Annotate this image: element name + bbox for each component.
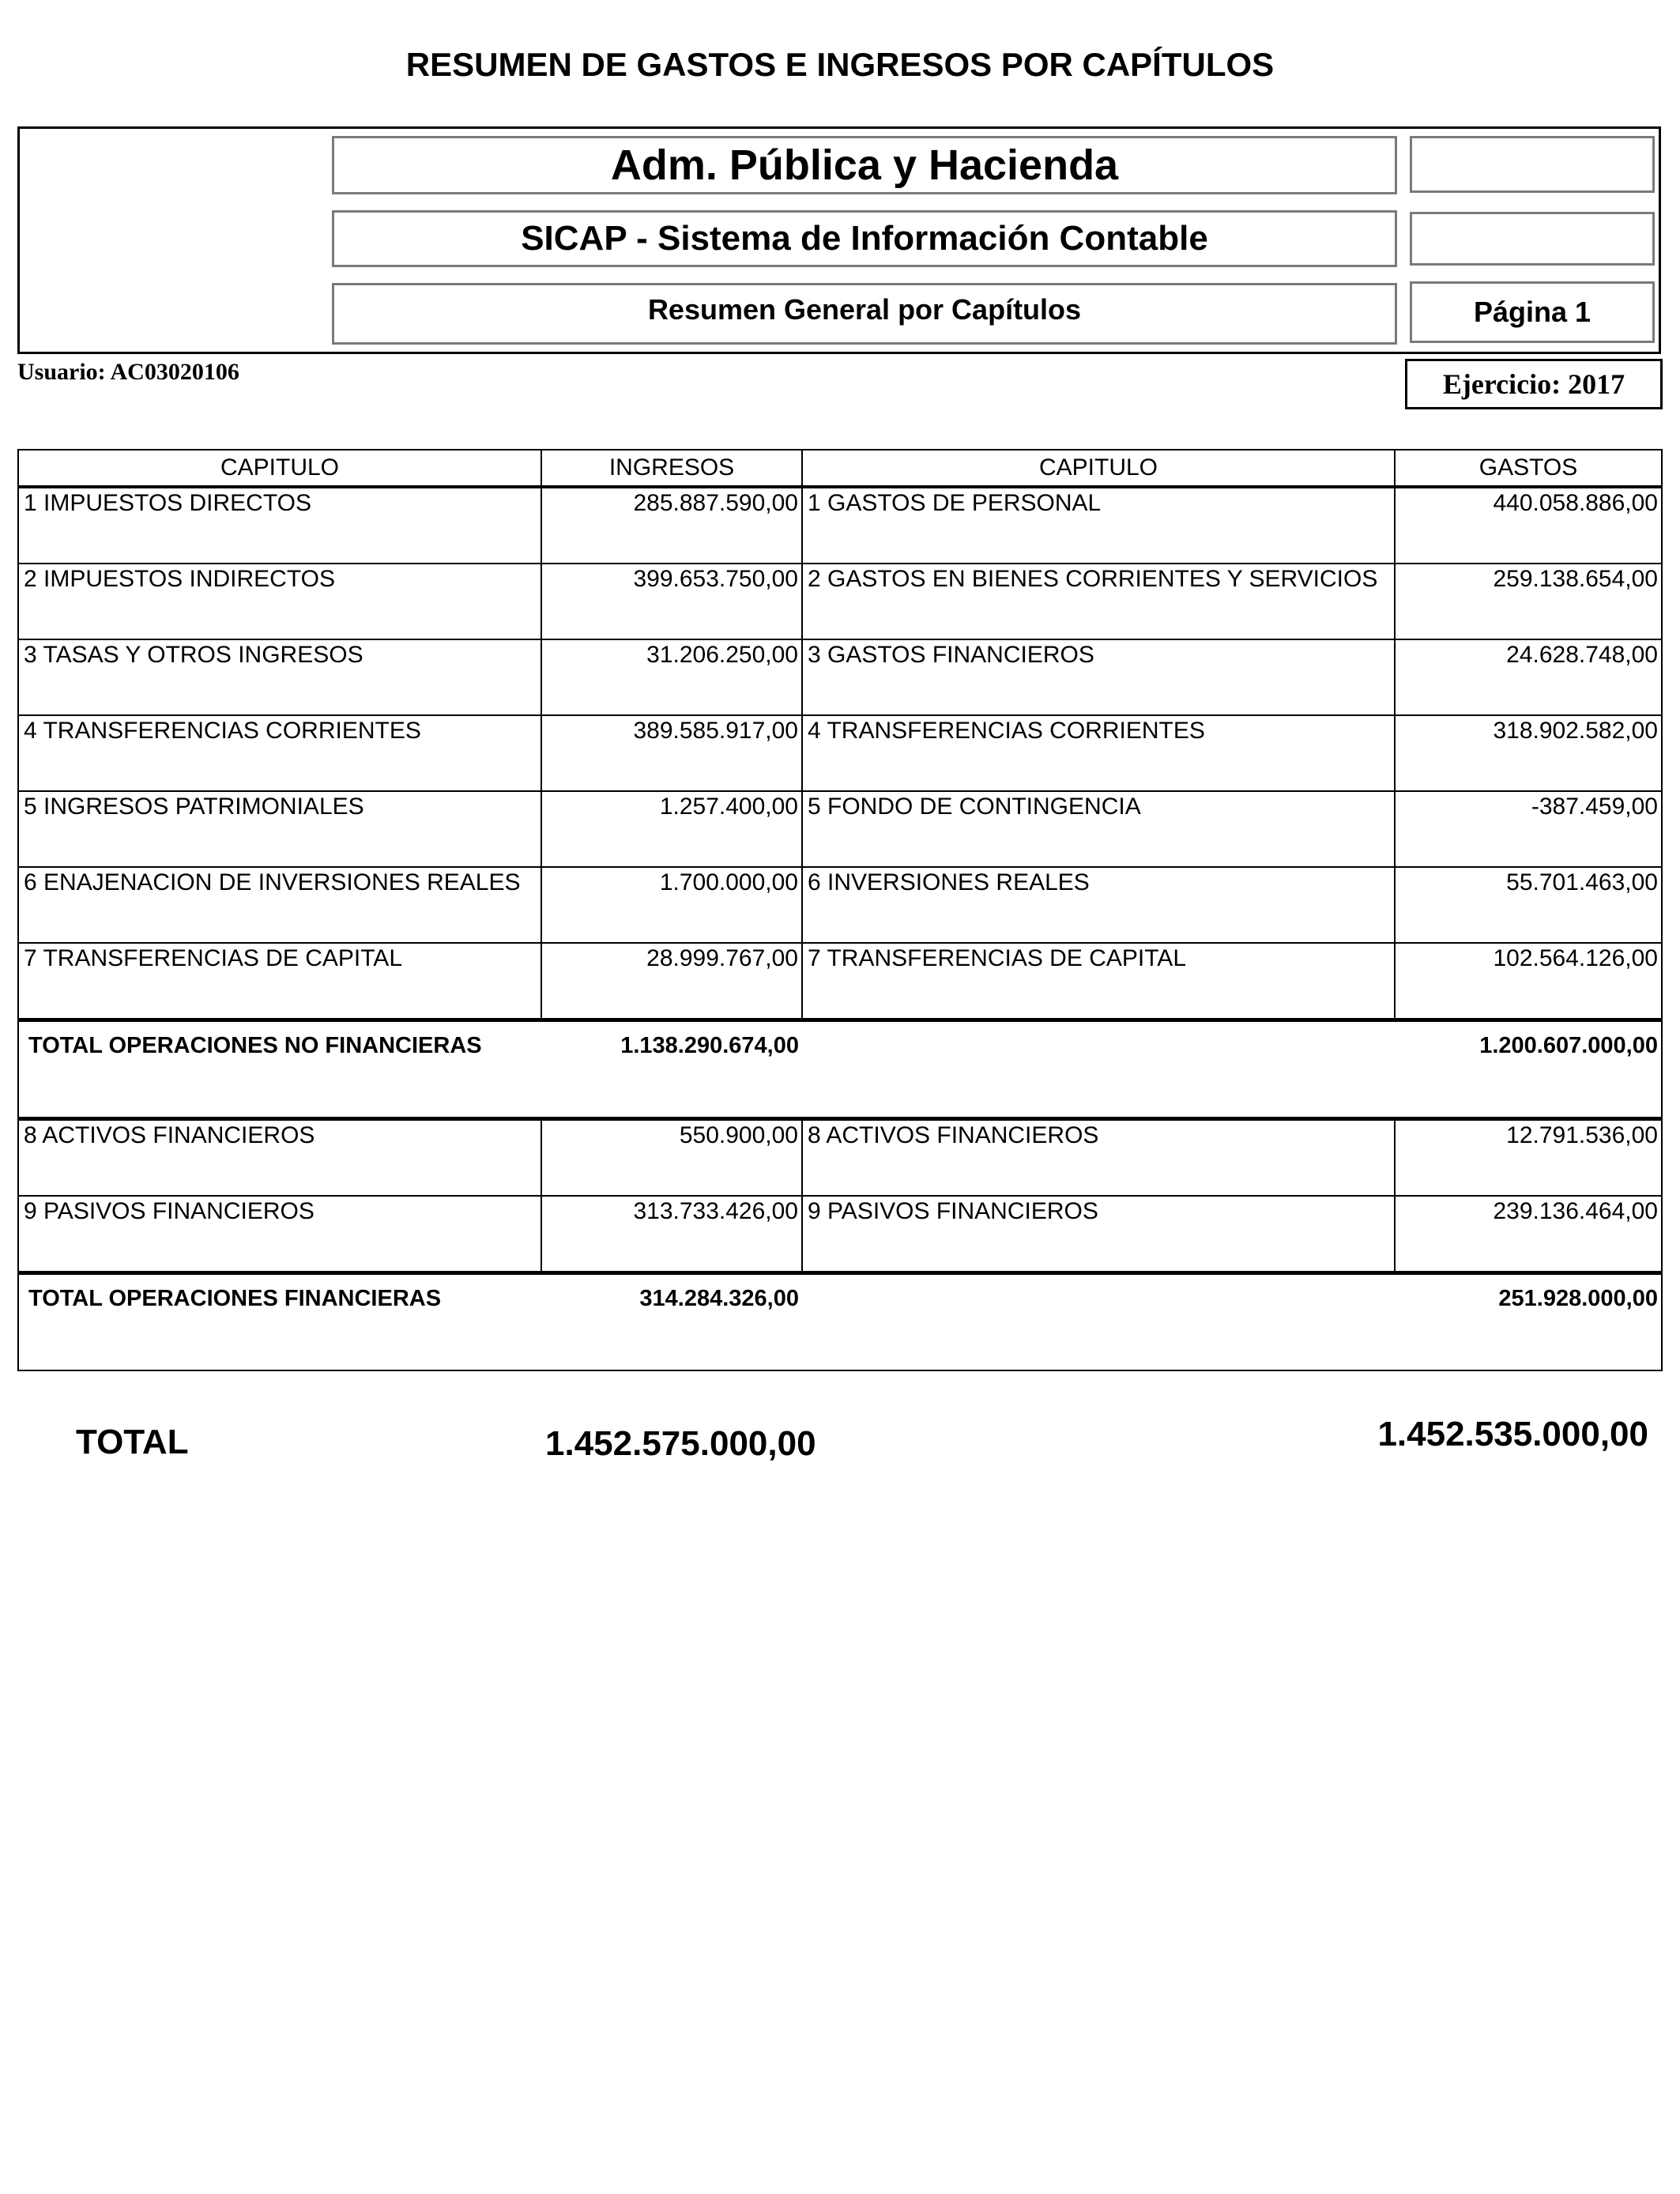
capitulo-gastos-cell: 7 TRANSFERENCIAS DE CAPITAL (802, 943, 1395, 1020)
ingresos-cell: 285.887.590,00 (541, 487, 802, 564)
gastos-cell: 239.136.464,00 (1395, 1196, 1662, 1273)
capitulo-gastos-cell: 8 ACTIVOS FINANCIEROS (802, 1119, 1395, 1197)
gastos-cell: 259.138.654,00 (1395, 564, 1662, 639)
total-gastos: 251.928.000,00 (1395, 1273, 1662, 1371)
report-box: Resumen General por Capítulos (332, 283, 1397, 345)
capitulo-gastos-cell: 5 FONDO DE CONTINGENCIA (802, 791, 1395, 867)
capitulo-gastos-cell: 2 GASTOS EN BIENES CORRIENTES Y SERVICIOS (802, 564, 1395, 639)
ingresos-cell: 28.999.767,00 (541, 943, 802, 1020)
capitulo-ingresos-cell: 8 ACTIVOS FINANCIEROS (18, 1119, 541, 1197)
total-ingresos: 1.138.290.674,00 (541, 1020, 802, 1119)
table-row (18, 791, 1662, 867)
total-financieras-row (18, 1273, 1662, 1371)
total-spacer (802, 1020, 1395, 1119)
usuario-label: Usuario: AC03020106 (17, 359, 239, 385)
total-no-financieras-row (18, 1020, 1662, 1119)
table-row (18, 564, 1662, 639)
table-row (18, 487, 1662, 564)
table-row (18, 943, 1662, 1020)
column-header-capitulo-gastos: CAPITULO (802, 450, 1395, 487)
header-side-box-1 (1410, 136, 1655, 193)
capitulo-gastos-cell: 4 TRANSFERENCIAS CORRIENTES (802, 715, 1395, 791)
table-header-row (18, 450, 1662, 487)
gastos-cell: -387.459,00 (1395, 791, 1662, 867)
grand-total-label: TOTAL (76, 1423, 189, 1461)
column-header-gastos: GASTOS (1395, 450, 1662, 487)
table-row (18, 867, 1662, 943)
capitulo-ingresos-cell: 9 PASIVOS FINANCIEROS (18, 1196, 541, 1273)
gastos-cell: 440.058.886,00 (1395, 487, 1662, 564)
header-side-box-2 (1410, 212, 1655, 266)
column-header-ingresos: INGRESOS (541, 450, 802, 487)
capitulo-gastos-cell: 6 INVERSIONES REALES (802, 867, 1395, 943)
gastos-cell: 12.791.536,00 (1395, 1119, 1662, 1197)
capitulo-gastos-cell: 3 GASTOS FINANCIEROS (802, 639, 1395, 715)
ingresos-cell: 389.585.917,00 (541, 715, 802, 791)
total-label: TOTAL OPERACIONES NO FINANCIERAS (18, 1020, 541, 1119)
ingresos-cell: 399.653.750,00 (541, 564, 802, 639)
capitulo-ingresos-cell: 2 IMPUESTOS INDIRECTOS (18, 564, 541, 639)
capitulo-ingresos-cell: 1 IMPUESTOS DIRECTOS (18, 487, 541, 564)
gastos-cell: 55.701.463,00 (1395, 867, 1662, 943)
gastos-cell: 318.902.582,00 (1395, 715, 1662, 791)
ingresos-cell: 313.733.426,00 (541, 1196, 802, 1273)
grand-total-gastos: 1.452.535.000,00 (1377, 1415, 1648, 1453)
ingresos-cell: 1.257.400,00 (541, 791, 802, 867)
table-row (18, 639, 1662, 715)
grand-total-ingresos: 1.452.575.000,00 (545, 1424, 816, 1463)
capitulo-gastos-cell: 1 GASTOS DE PERSONAL (802, 487, 1395, 564)
column-header-capitulo-ingresos: CAPITULO (18, 450, 541, 487)
capitulo-ingresos-cell: 3 TASAS Y OTROS INGRESOS (18, 639, 541, 715)
total-ingresos: 314.284.326,00 (541, 1273, 802, 1371)
page-number-box: Página 1 (1410, 281, 1655, 343)
total-label: TOTAL OPERACIONES FINANCIERAS (18, 1273, 541, 1371)
capitulo-gastos-cell: 9 PASIVOS FINANCIEROS (802, 1196, 1395, 1273)
total-spacer (802, 1273, 1395, 1371)
table-row (18, 715, 1662, 791)
total-gastos: 1.200.607.000,00 (1395, 1020, 1662, 1119)
capitulo-ingresos-cell: 4 TRANSFERENCIAS CORRIENTES (18, 715, 541, 791)
capitulo-ingresos-cell: 6 ENAJENACION DE INVERSIONES REALES (18, 867, 541, 943)
table-row (18, 1196, 1662, 1273)
table-row (18, 1119, 1662, 1197)
ingresos-cell: 31.206.250,00 (541, 639, 802, 715)
gastos-cell: 24.628.748,00 (1395, 639, 1662, 715)
ingresos-cell: 1.700.000,00 (541, 867, 802, 943)
organization-box: Adm. Pública y Hacienda (332, 136, 1397, 194)
ingresos-cell: 550.900,00 (541, 1119, 802, 1197)
system-box: SICAP - Sistema de Información Contable (332, 210, 1397, 267)
capitulo-ingresos-cell: 7 TRANSFERENCIAS DE CAPITAL (18, 943, 541, 1020)
ejercicio-box: Ejercicio: 2017 (1405, 359, 1663, 409)
capitulo-ingresos-cell: 5 INGRESOS PATRIMONIALES (18, 791, 541, 867)
chapters-table (17, 449, 1663, 1371)
gastos-cell: 102.564.126,00 (1395, 943, 1662, 1020)
page-title: RESUMEN DE GASTOS E INGRESOS POR CAPÍTULOS (405, 46, 1275, 83)
